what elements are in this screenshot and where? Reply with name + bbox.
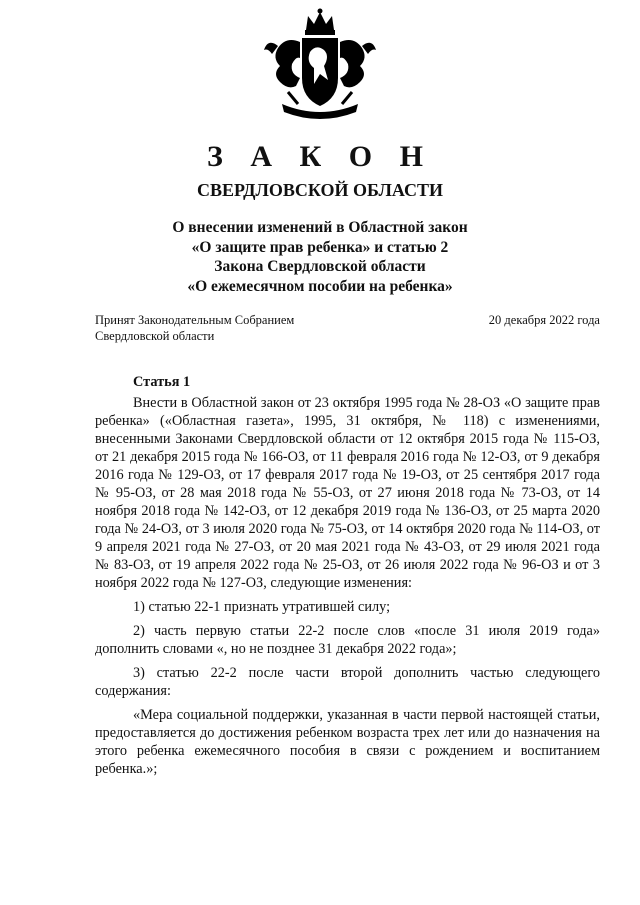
article-intro-paragraph: Внести в Областной закон от 23 октября 1995 года № 28-ОЗ «О защите прав ребенка» («Областная газета», 1995, 31 октября, № 118) с изменениями, внесенными Законами Свердловской области от 12 октября 2015 года № 115-ОЗ, от 21 декабря 2015 года № 166-ОЗ, от 11 февраля 2016 года № 12-ОЗ, от 9 декабря 2016 года № 129-ОЗ, от 17 февраля 2017 года № 19-ОЗ, от 25 сентября 2017 года № 95-ОЗ, от 28 мая 2018 года № 55-ОЗ, от 27 июня 2018 года № 73-ОЗ, от 14 ноября 2018 года № 142-ОЗ, от 12 декабря 2019 года № 136-ОЗ, от 25 марта 2020 года № 24-ОЗ, от 3 июля 2020 года № 75-ОЗ, от 14 октября 2020 года № 114-ОЗ, от 9 апреля 2021 года № 27-ОЗ, от 20 мая 2021 года № 43-ОЗ, от 29 июля 2021 года № 83-ОЗ, от 19 апреля 2022 года № 25-ОЗ, от 26 июля 2022 года № 96-ОЗ и от 3 ноября 2022 года № 127-ОЗ, следующие изменения: <box>95 395 600 591</box>
heading-line: «О защите прав ребенка» и статью 2 <box>191 238 449 256</box>
heading-line: «О ежемесячном пособии на ребенка» <box>187 277 453 295</box>
article-item: 3) статью 22-2 после части второй дополнить частью следующего содержания: <box>95 665 600 699</box>
document-title: З А К О Н <box>207 140 433 173</box>
article-item: 1) статью 22-1 признать утратившей силу; <box>133 599 391 615</box>
article-item: 2) часть первую статьи 22-2 после слов «после 31 июля 2019 года» дополнить словами «, но не позднее 31 декабря 2022 года»; <box>95 623 600 657</box>
law-subject-heading <box>0 218 640 296</box>
article-body <box>95 373 600 784</box>
adoption-line: Принят Законодательным Собранием <box>95 313 295 327</box>
adoption-line: Свердловской области <box>95 329 215 343</box>
coat-of-arms-emblem <box>258 8 382 124</box>
adoption-date: 20 декабря 2022 года <box>488 313 600 327</box>
heading-line: О внесении изменений в Областной закон <box>172 219 468 236</box>
document-region: СВЕРДЛОВСКОЙ ОБЛАСТИ <box>197 180 443 200</box>
heading-line: Закона Свердловской области <box>214 258 426 275</box>
article-heading: Статья 1 <box>133 374 191 390</box>
article-quote-paragraph: «Мера социальной поддержки, указанная в части первой настоящей статьи, предоставляется до достижения ребенком возраста трех лет или до назначения на этого ребенка ежемесячного пособия в связи с рождением и воспитанием ребенка.»; <box>95 707 600 777</box>
adoption-note <box>95 312 294 344</box>
